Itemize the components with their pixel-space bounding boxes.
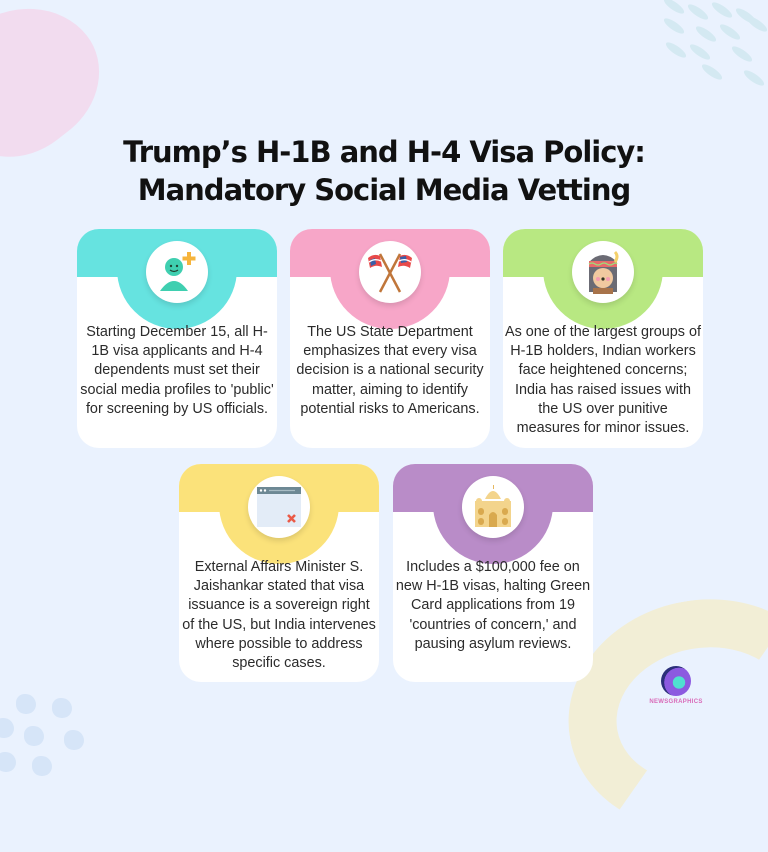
user-add-icon [146, 241, 208, 303]
info-card-social-media-public [77, 229, 277, 448]
indian-person-icon [572, 241, 634, 303]
taj-mahal-icon [462, 476, 524, 538]
info-card-jaishankar [179, 464, 379, 682]
info-card-fee-green-card [393, 464, 593, 682]
globe-logo-icon [661, 666, 691, 696]
card-text: Includes a $100,000 fee on new H-1B visas, halting Green Card applications from 19 'countries of concern,' and pausing asylum reviews. [395, 559, 591, 652]
page-title [0, 133, 768, 209]
logo-text: NEWSGRAPHICS [649, 699, 703, 705]
crossed-us-flags-icon [359, 241, 421, 303]
title-line-2: Mandatory Social Media Vetting [137, 173, 631, 207]
card-text: External Affairs Minister S. Jaishankar stated that visa issuance is a sovereign right of the US, but India intervenes where possible to address specific cases. [182, 559, 376, 672]
card-text: Starting December 15, all H-1B visa applicants and H-4 dependents must set their social media profiles to 'public' for screening by US officials. [80, 324, 274, 417]
info-card-state-department [290, 229, 490, 448]
info-card-indian-workers [503, 229, 703, 448]
card-text: The US State Department emphasizes that every visa decision is a national security matter, aiming to identify potential risks to Americans. [296, 324, 484, 417]
title-line-1: Trump’s H-1B and H-4 Visa Policy: [123, 135, 645, 169]
card-text: As one of the largest groups of H-1B holders, Indian workers face heightened concerns; India has raised issues with the US over punitive measures for minor issues. [505, 324, 701, 437]
newsgraphics-logo [641, 666, 711, 705]
browser-window-error-icon [248, 476, 310, 538]
